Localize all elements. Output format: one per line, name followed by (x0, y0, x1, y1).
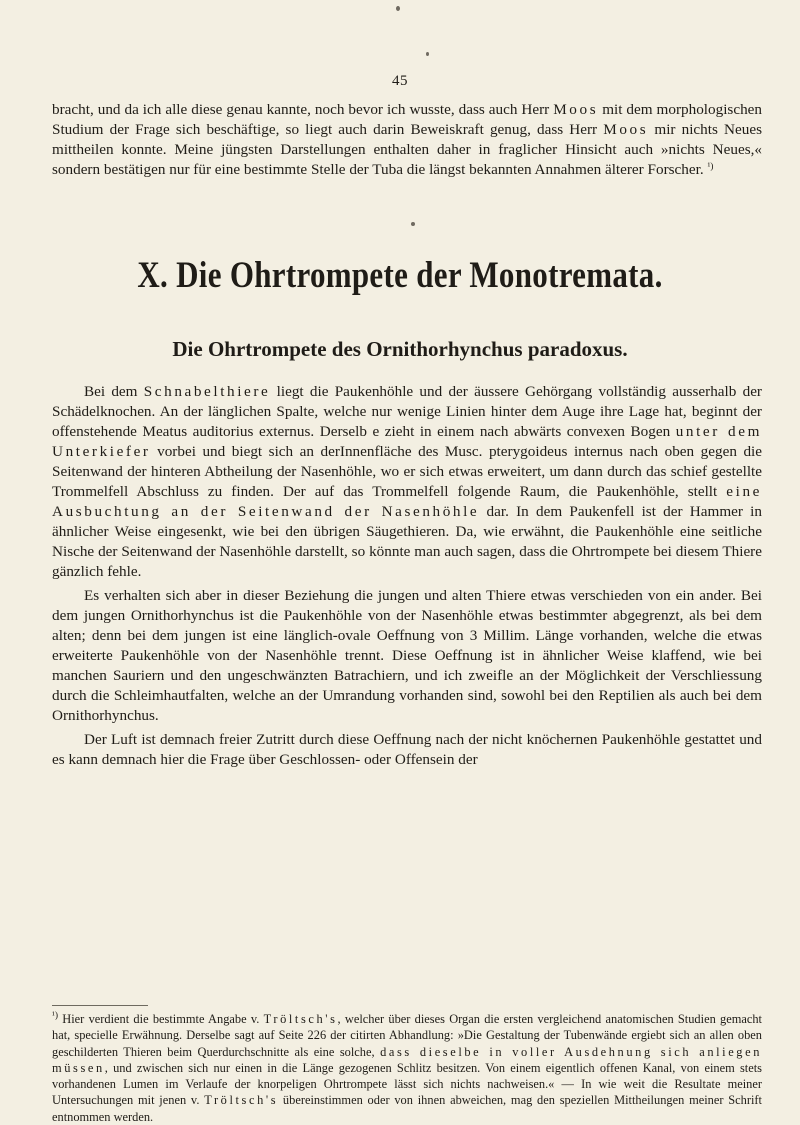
paragraph-1: Bei dem Schnabelthiere liegt die Paukenhöhle und der äussere Gehörgang vollständig ausserhalb der Schädelknochen. An der länglichen Spalte, welche nur wenige Linien hinter dem Auge ihre Lage hat, beginnt der offenstehende Meatus auditorius externus. Derselb e zieht in einem nach abwärts convexen Bogen unter dem Unterkiefer vorbei und biegt sich an derInnenfläche des Musc. pterygoideus internus nach oben gegen die Seitenwand der hinteren Abtheilung der Nasenhöhle, wo er sich etwas erweitert, um dann durch das schief gestellte Trommelfell Abschluss zu finden. Der auf das Trommelfell folgende Raum, die Paukenhöhle, stellt eine Ausbuchtung an der Seitenwand der Nasenhöhle dar. In dem Paukenfell ist der Hammer in ähnlicher Weise eingesenkt, wie bei den übrigen Säugethieren. Da, wie erwähnt, die Paukenhöhle eine seitliche Nische der Seitenwand der Nasenhöhle darstellt, so könnte man auch sagen, dass die Ohrtrompete bei diesem Thiere gänzlich fehle. (52, 383, 762, 580)
paragraph-2: Es verhalten sich aber in dieser Beziehung die jungen und alten Thiere etwas verschieden von ein ander. Bei dem jungen Ornithorhynchus ist die Paukenhöhle von der Nasenhöhle etwas bestimmter abgegrenzt, als bei dem alten; denn bei dem jungen ist eine länglich-ovale Oeffnung von 3 Millim. Länge vorhanden, welche die etwas erweiterte Paukenhöhle von der Nasenhöhle trennt. Diese Oeffnung ist in ähnlicher Weise klaffend, wie bei manchen Sauriern und den ungeschwänzten Batrachiern, und ich zweifle an der Möglichkeit der Verschliessung durch die Schleimhautfalten, welche an der Umrandung vorhanden sind, sowohl bei den Reptilien als auch bei dem Ornithorhynchus. (52, 587, 762, 724)
footnote: $^{^1)}$ Hier verdient die bestimmte Angabe v. Tröltsch's, welcher über dieses Organ die ersten vergleichend anatomischen Studien gemacht hat, specielle Erwähnung. Derselbe sagt auf Seite 226 der citirten Abhandlung: »Die Gestaltung der Tubenwände ergiebt sich an allen oben geschilderten Thieren beim Querdurchschnitte als eine solche, dass dieselbe in voller Ausdehnung sich anliegen müssen, und zwischen sich nur einen in die Länge gezogenen Schlitz besitzen. Von einem eigentlich offenen Kanal, von einem stets vorhandenen Lumen im Verlaufe der knorpeligen Ohrtrompete lässt sich nichts nachweisen.« — In wie weit die Resultate meiner Untersuchungen mit jenen v. Tröltsch's übereinstimmen oder von ihnen abweichen, mag den speziellen Mittheilungen meiner Schrift entnommen werden. (52, 1011, 763, 1124)
footnote-mark: ¹) (52, 1011, 59, 1021)
paper-spot (411, 222, 415, 226)
page-number: 45 (392, 73, 408, 89)
paper-spot (426, 52, 429, 56)
body-text (52, 382, 762, 770)
intro-paragraph: bracht, und da ich alle diese genau kannte, noch bevor ich wusste, dass auch Herr Moos mit dem morphologischen Studium der Frage sich beschäftige, so liegt auch darin Beweiskraft genug, dass Herr Moos mir nichts Neues mittheilen konnte. Meine jüngsten Darstellungen enthalten daher in fraglicher Hinsicht auch »nichts Neues,« sondern bestätigen nur für eine bestimmte Stelle der Tuba die längst bekannten Annahmen älterer Forscher. $^{^1)}$ (52, 101, 763, 178)
chapter-heading: X. Die Ohrtrompete der Monotremata. (137, 253, 663, 296)
paragraph-3: Der Luft ist demnach freier Zutritt durch diese Oeffnung nach der nicht knöchernen Paukenhöhle gestattet und es kann demnach hier die Frage über Geschlossen- oder Offensein der (52, 731, 762, 768)
section-heading: Die Ohrtrompete des Ornithorhynchus paradoxus. (172, 337, 628, 361)
footnote-divider (52, 1005, 148, 1006)
paper-spot (396, 6, 400, 11)
footnote-reference: ¹) (707, 162, 714, 172)
